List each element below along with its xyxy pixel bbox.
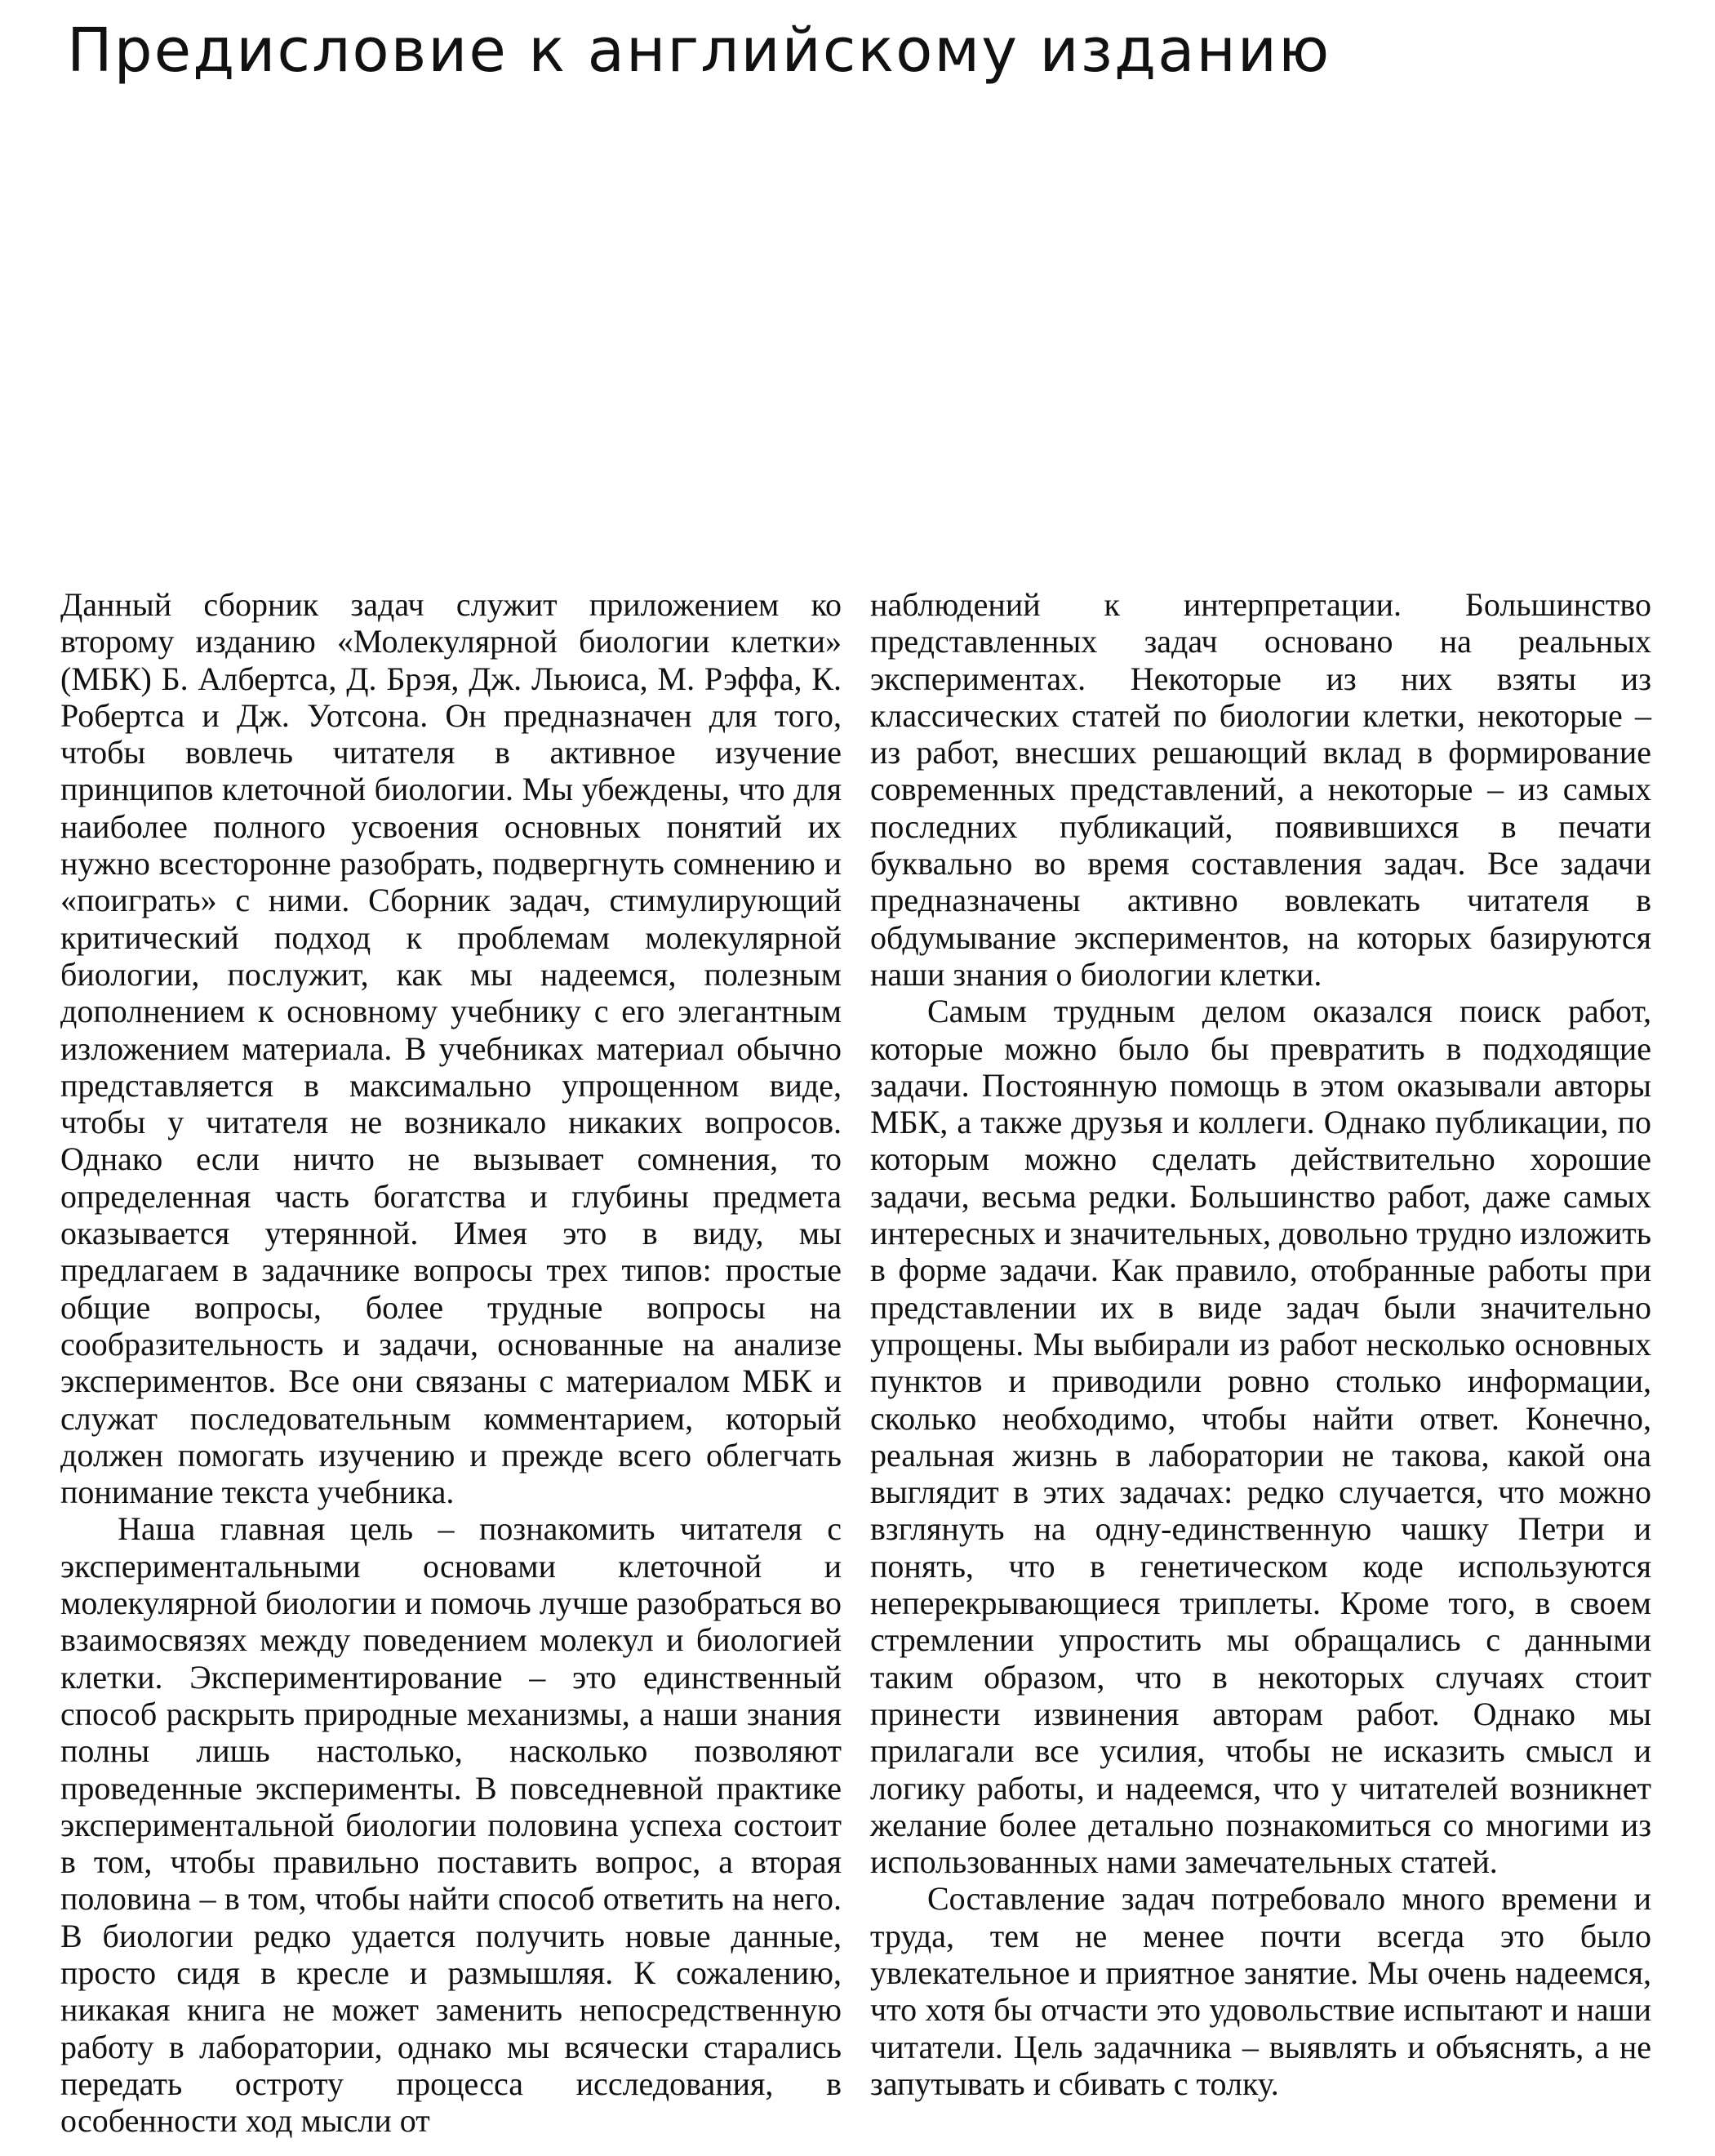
page-title: Предисловие к английскому изданию	[67, 16, 1331, 86]
paragraph: Составление задач потребовало много времени и труда, тем не менее почти всегда это было увлекательное и приятное занятие. Мы очень надеемся, что хотя бы отчасти это удовольствие испытают и наши читатели. Цель задачника – выявлять и объяснять, а не запутывать и сбивать с толку.	[870, 1880, 1651, 2102]
paragraph: Самым трудным делом оказался поиск работ, которые можно было бы превратить в подходящие задачи. Постоянную помощь в этом оказывали авторы МБК, а также друзья и коллеги. Однако публикации, по которым можно сделать действительно хорошие задачи, весьма редки. Большинство работ, даже самых интересных и значительных, довольно трудно изложить в форме задачи. Как правило, отобранные работы при представлении их в виде задач были значительно упрощены. Мы выбирали из работ несколько основных пунктов и приводили ровно столько информации, сколько необходимо, чтобы найти ответ. Конечно, реальная жизнь в лаборатории не такова, какой она выглядит в этих задачах: редко случается, что можно взглянуть на одну-единственную чашку Петри и понять, что в генетическом коде используются неперекрывающиеся триплеты. Кроме того, в своем стремлении упростить мы обращались с данными таким образом, что в некоторых случаях стоит принести извинения авторам работ. Однако мы прилагали все усилия, чтобы не исказить смысл и логику работы, и надеемся, что у читателей возникнет желание более детально познакомиться со многими из использованных нами замечательных статей.	[870, 993, 1651, 1881]
paragraph: Данный сборник задач служит приложением ко второму изданию «Молекулярной биологии клетки» (МБК) Б. Албертса, Д. Брэя, Дж. Льюиса, М. Рэффа, К. Робертса и Дж. Уотсона. Он предназначен для того, чтобы вовлечь читателя в активное изучение принципов клеточной биологии. Мы убеждены, что для наиболее полного усвоения основных понятий их нужно всесторонне разобрать, подвергнуть сомнению и «поиграть» с ними. Сборник задач, стимулирующий критический подход к проблемам молекулярной биологии, послужит, как мы надеемся, полезным дополнением к основному учебнику с его элегантным изложением материала. В учебниках материал обычно представляется в максимально упрощенном виде, чтобы у читателя не возникало никаких вопросов. Однако если ничто не вызывает сомнения, то определенная часть богатства и глубины предмета оказывается утерянной. Имея это в виду, мы предлагаем в задачнике вопросы трех типов: простые общие вопросы, более трудные вопросы на сообразительность и задачи, основанные на анализе экспериментов. Все они связаны с материалом МБК и служат последовательным комментарием, который должен помогать изучению и прежде всего облегчать понимание текста учебника.	[60, 586, 842, 1511]
right-column	[870, 586, 1651, 2102]
paragraph: наблюдений к интерпретации. Большинство представленных задач основано на реальных экспериментах. Некоторые из них взяты из классических статей по биологии клетки, некоторые – из работ, внесших решающий вклад в формирование современных представлений, а некоторые – из самых последних публикаций, появившихся в печати буквально во время составления задач. Все задачи предназначены активно вовлекать читателя в обдумывание экспериментов, на которых базируются наши знания о биологии клетки.	[870, 586, 1651, 993]
paragraph: Наша главная цель – познакомить читателя с экспериментальными основами клеточной и молекулярной биологии и помочь лучше разобраться во взаимосвязях между поведением молекул и биологией клетки. Экспериментирование – это единственный способ раскрыть природные механизмы, а наши знания полны лишь настолько, насколько позволяют проведенные эксперименты. В повседневной практике экспериментальной биологии половина успеха состоит в том, чтобы правильно поставить вопрос, а вторая половина – в том, чтобы найти способ ответить на него. В биологии редко удается получить новые данные, просто сидя в кресле и размышляя. К сожалению, никакая книга не может заменить непосредственную работу в лаборатории, однако мы всячески старались передать остроту процесса исследования, в особенности ход мысли от	[60, 1510, 842, 2140]
left-column	[60, 586, 842, 2139]
